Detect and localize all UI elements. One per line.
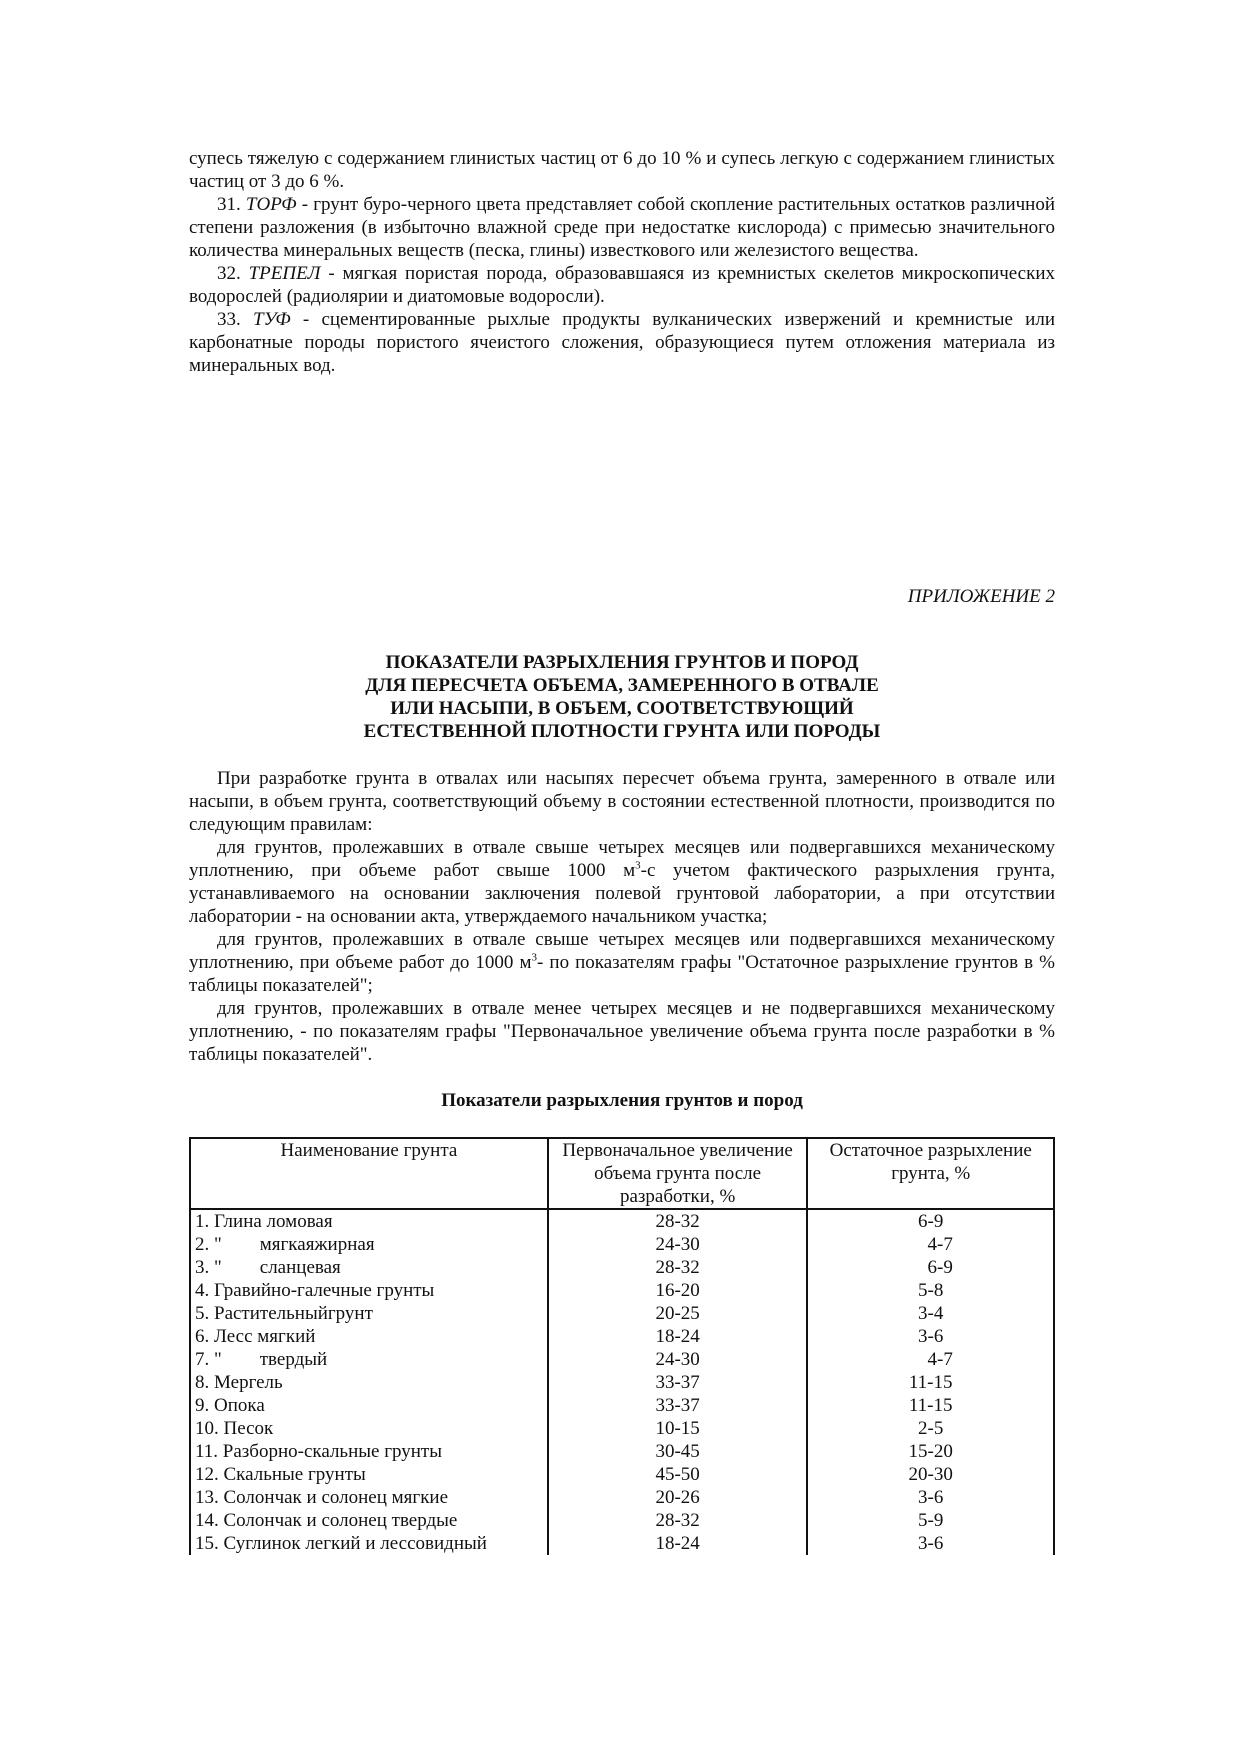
paragraph-item-32: 32. ТРЕПЕЛ - мягкая пористая порода, образовавшаяся из кремнистых скелетов микроскопических водорослей (радиолярии и диатомовые водоросли). <box>189 263 1055 307</box>
appendix-label: ПРИЛОЖЕНИЕ 2 <box>907 586 1055 607</box>
soil-name-cell: 8. Мергель <box>190 1371 548 1394</box>
initial-increase-cell: 33-37 <box>548 1371 808 1394</box>
table-row <box>190 1348 1054 1371</box>
initial-increase-cell: 33-37 <box>548 1394 808 1417</box>
soil-name-cell: 3. " сланцевая <box>190 1256 548 1279</box>
soil-name-cell: 1. Глина ломовая <box>190 1209 548 1233</box>
table-row <box>190 1440 1054 1463</box>
initial-increase-cell: 28-32 <box>548 1209 808 1233</box>
soil-name-cell: 10. Песок <box>190 1417 548 1440</box>
table-row <box>190 1486 1054 1509</box>
section-title <box>189 651 1055 743</box>
residual-loosening-cell: 6-9 <box>918 1211 944 1232</box>
table-row <box>190 1417 1054 1440</box>
soil-name-cell: 11. Разборно-скальные грунты <box>190 1440 548 1463</box>
soil-name-cell: 5. Растительныйгрунт <box>190 1302 548 1325</box>
loosening-table <box>189 1137 1055 1555</box>
initial-increase-cell: 28-32 <box>548 1256 808 1279</box>
residual-loosening-cell: 3-6 <box>918 1533 944 1554</box>
initial-increase-cell: 24-30 <box>548 1348 808 1371</box>
initial-increase-cell: 45-50 <box>548 1463 808 1486</box>
column-header-name: Наименование грунта <box>190 1138 548 1209</box>
soil-name-cell: 6. Лесс мягкий <box>190 1325 548 1348</box>
table-body <box>190 1209 1054 1555</box>
table-row <box>190 1209 1054 1233</box>
table-row <box>190 1279 1054 1302</box>
residual-loosening-cell: 15-20 <box>908 1441 953 1462</box>
table-row <box>190 1325 1054 1348</box>
initial-increase-cell: 18-24 <box>548 1532 808 1555</box>
section-title-line: ПОКАЗАТЕЛИ РАЗРЫХЛЕНИЯ ГРУНТОВ И ПОРОД <box>385 652 859 673</box>
table-caption: Показатели разрыхления грунтов и пород <box>441 1090 803 1111</box>
rules-block <box>189 767 1055 1066</box>
residual-loosening-cell: 3-4 <box>918 1303 944 1324</box>
soil-name-cell: 2. " мягкаяжирная <box>190 1233 548 1256</box>
section-title-line: ДЛЯ ПЕРЕСЧЕТА ОБЪЕМА, ЗАМЕРЕННОГО В ОТВАЛЕ <box>365 675 879 696</box>
rule-1: для грунтов, пролежавших в отвале свыше четырех месяцев или подвергавшихся механическому уплотнению, при объеме работ свыше 1000 $м^3-с$ учетом фактического разрыхления грунта, устанавливаемого на основании заключения полевой грунтовой лаборатории, а при отсутствии лаборатории - на основании акта, утверждаемого начальником участка; <box>189 837 1055 927</box>
table-row <box>190 1233 1054 1256</box>
residual-loosening-cell: 2-5 <box>918 1418 944 1439</box>
soil-name-cell: 14. Солончак и солонец твердые <box>190 1509 548 1532</box>
soil-name-cell: 12. Скальные грунты <box>190 1463 548 1486</box>
soil-name-cell: 13. Солончак и солонец мягкие <box>190 1486 548 1509</box>
initial-increase-cell: 20-25 <box>548 1302 808 1325</box>
rule-2: для грунтов, пролежавших в отвале свыше четырех месяцев или подвергавшихся механическому уплотнению, при объеме работ до 1000 $м^3-$ по показателям графы "Остаточное разрыхление грунтов в % таблицы показателей"; <box>189 929 1055 996</box>
paragraph-item-31: 31. ТОРФ - грунт буро-черного цвета представляет собой скопление растительных остатков различной степени разложения (в избыточно влажной среде при недостатке кислорода) с примесью значительного количества минеральных веществ (песка, глины) известкового или железистого вещества. <box>189 194 1056 261</box>
residual-loosening-cell: 5-8 <box>918 1280 944 1301</box>
initial-increase-cell: 10-15 <box>548 1417 808 1440</box>
table-row <box>190 1509 1054 1532</box>
rules-intro: При разработке грунта в отвалах или насыпях пересчет объема грунта, замеренного в отвале или насыпи, в объем грунта, соответствующий объему в состоянии естественной плотности, производится по следующим правилам: <box>189 768 1055 835</box>
table-row <box>190 1532 1054 1555</box>
soil-name-cell: 4. Гравийно-галечные грунты <box>190 1279 548 1302</box>
table-row <box>190 1394 1054 1417</box>
paragraph-item-33: 33. ТУФ - сцементированные рыхлые продукты вулканических извержений и кремнистые или карбонатные породы пористого ячеистого сложения, образующиеся путем отложения материала из минеральных вод. <box>189 309 1055 376</box>
residual-loosening-cell: 3-6 <box>918 1326 944 1347</box>
soil-name-cell: 7. " твердый <box>190 1348 548 1371</box>
initial-increase-cell: 24-30 <box>548 1233 808 1256</box>
document-page <box>189 147 1055 1555</box>
paragraph-continuation: супесь тяжелую с содержанием глинистых частиц от 6 до 10 % и супесь легкую с содержанием глинистых частиц от 3 до 6 %. <box>189 148 1055 192</box>
residual-loosening-cell: 6-9 <box>908 1257 953 1278</box>
table-row <box>190 1463 1054 1486</box>
soil-name-cell: 15. Суглинок легкий и лессовидный <box>190 1532 548 1555</box>
table-row <box>190 1302 1054 1325</box>
section-title-line: ЕСТЕСТВЕННОЙ ПЛОТНОСТИ ГРУНТА ИЛИ ПОРОДЫ <box>363 721 881 742</box>
residual-loosening-cell: 11-15 <box>908 1372 953 1393</box>
column-header-residual: Остаточное разрыхление грунта, % <box>807 1138 1054 1209</box>
column-header-initial: Первоначальное увеличение объема грунта после разработки, % <box>548 1138 808 1209</box>
initial-increase-cell: 30-45 <box>548 1440 808 1463</box>
table-header-row <box>190 1138 1054 1209</box>
residual-loosening-cell: 4-7 <box>908 1349 953 1370</box>
residual-loosening-cell: 20-30 <box>908 1464 953 1485</box>
residual-loosening-cell: 3-6 <box>918 1487 944 1508</box>
initial-increase-cell: 20-26 <box>548 1486 808 1509</box>
table-row <box>190 1371 1054 1394</box>
residual-loosening-cell: 11-15 <box>908 1395 953 1416</box>
table-row <box>190 1256 1054 1279</box>
soil-name-cell: 9. Опока <box>190 1394 548 1417</box>
initial-increase-cell: 16-20 <box>548 1279 808 1302</box>
initial-increase-cell: 28-32 <box>548 1509 808 1532</box>
section-title-line: ИЛИ НАСЫПИ, В ОБЪЕМ, СООТВЕТСТВУЮЩИЙ <box>390 698 854 719</box>
residual-loosening-cell: 5-9 <box>918 1510 944 1531</box>
residual-loosening-cell: 4-7 <box>908 1234 953 1255</box>
initial-increase-cell: 18-24 <box>548 1325 808 1348</box>
rule-3: для грунтов, пролежавших в отвале менее четырех месяцев и не подвергавшихся механическому уплотнению, - по показателям графы "Первоначальное увеличение объема грунта после разработки в % таблицы показателей". <box>189 998 1055 1065</box>
